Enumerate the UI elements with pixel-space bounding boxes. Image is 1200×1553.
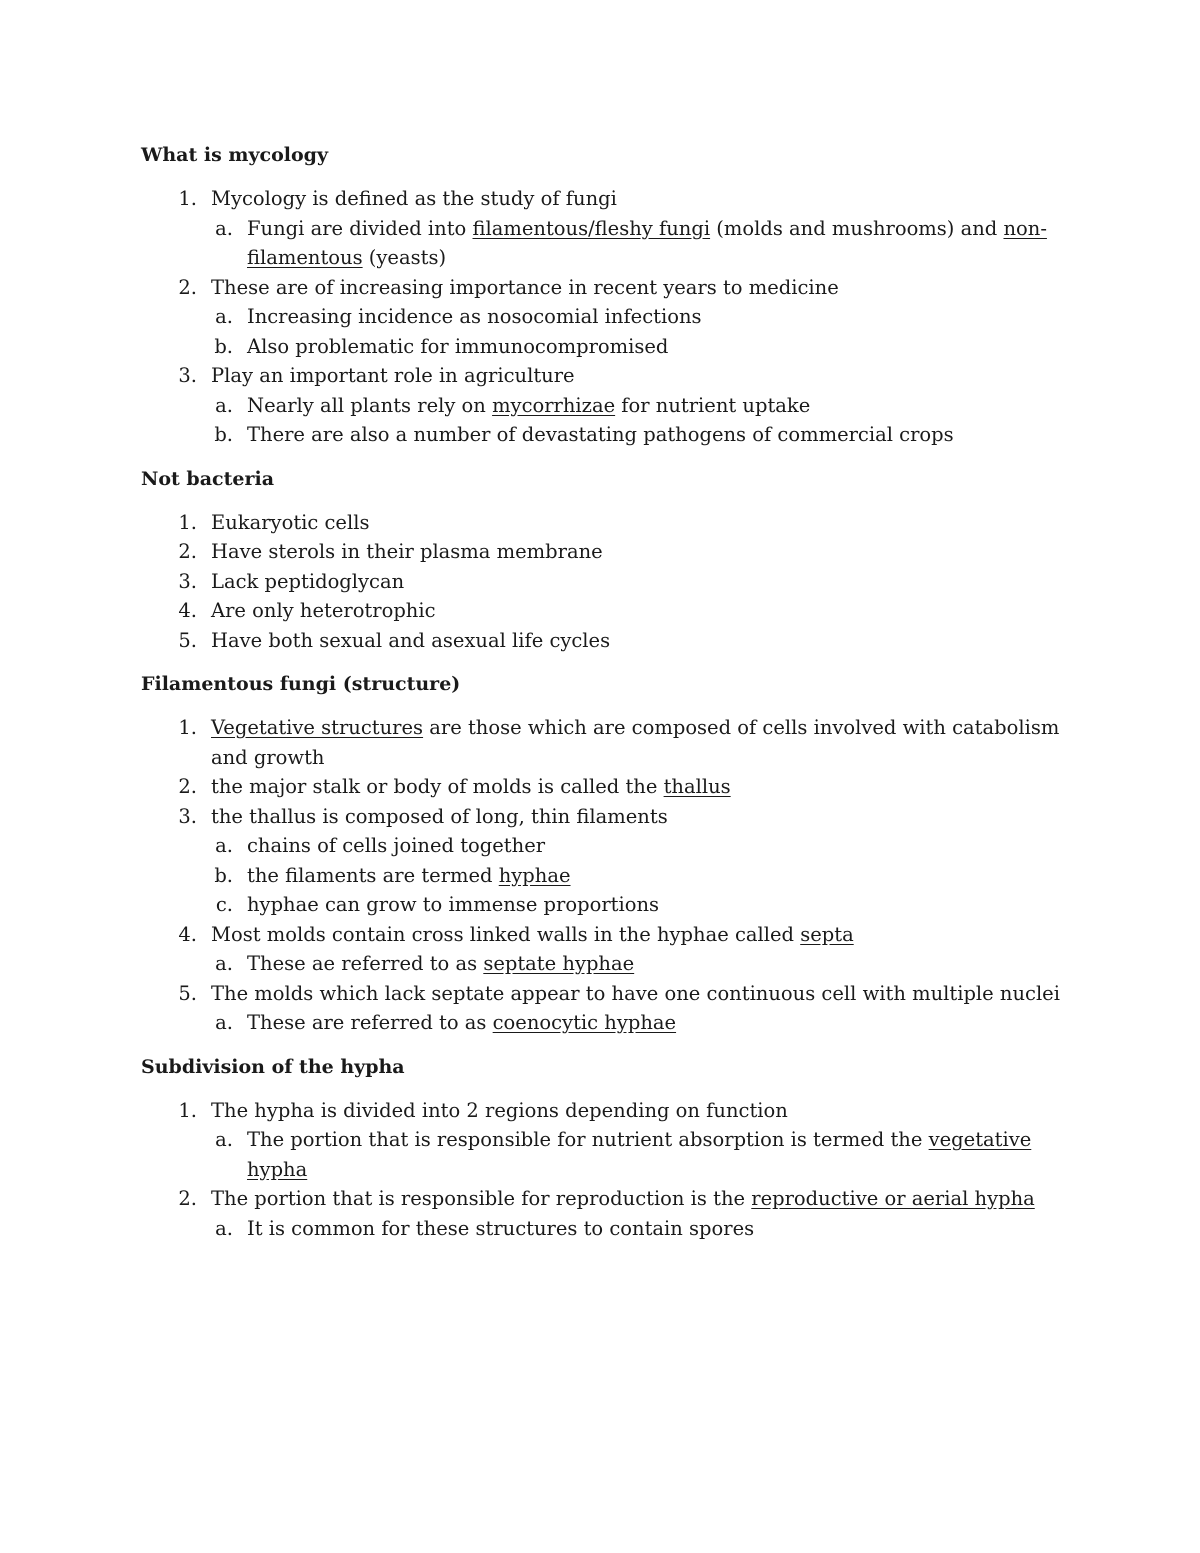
sub-list-item	[141, 949, 1071, 979]
text-run: Are only heterotrophic	[211, 599, 436, 622]
underlined-term: septate hyphae	[483, 952, 635, 975]
list-marker: 5.	[178, 628, 197, 652]
list-marker: 1.	[178, 510, 197, 534]
list-item-text	[211, 599, 436, 622]
list-item-text	[211, 982, 1060, 1005]
sub-list-item	[141, 420, 1071, 450]
sub-list-item	[141, 332, 1071, 362]
underlined-term: septa	[800, 922, 854, 946]
list-item	[141, 979, 1071, 1009]
underlined-term: hyphae	[498, 863, 571, 887]
list-item-text	[247, 423, 954, 446]
sub-list-item	[141, 302, 1071, 332]
list-marker: a.	[215, 834, 233, 857]
section-heading: Subdivision of the hypha	[141, 1055, 405, 1078]
section-heading: Filamentous fungi (structure)	[141, 673, 461, 695]
list-item	[141, 361, 1071, 391]
sub-list-item	[141, 831, 1071, 861]
section	[141, 669, 1071, 1038]
list-marker: 2.	[178, 775, 197, 798]
list-marker: 2.	[178, 540, 197, 563]
sub-list-item	[141, 391, 1071, 421]
list-item	[141, 273, 1071, 303]
sub-list-item	[141, 1008, 1071, 1038]
list-item-text	[247, 1128, 1031, 1181]
list-item-text	[247, 217, 1047, 270]
text-run: The hypha is divided into 2 regions depending on function	[211, 1098, 788, 1122]
document-page	[141, 140, 1071, 1257]
list-item-text	[211, 540, 603, 563]
list-item-text	[247, 893, 659, 916]
list-item-text	[247, 394, 810, 417]
list-marker: a.	[215, 393, 233, 417]
text-run: Play an important role in agriculture	[211, 364, 575, 387]
list-item-text	[211, 511, 369, 534]
list-marker: 1.	[178, 1098, 197, 1122]
list-item-text	[211, 364, 575, 387]
text-run: Lack peptidoglycan	[211, 569, 405, 593]
list-item-text	[211, 187, 617, 210]
underlined-term: coenocytic hyphae	[492, 1011, 677, 1034]
list-item	[141, 1096, 1071, 1126]
list-marker: 3.	[178, 804, 197, 828]
text-run: It is common for these structures to contain spores	[247, 1216, 755, 1240]
text-run: Mycology is defined as the study of fungi	[211, 187, 617, 210]
text-run: hyphae can grow to immense proportions	[247, 893, 660, 916]
list-marker: a.	[215, 216, 233, 240]
list-item	[141, 920, 1071, 950]
text-run: These are of increasing importance in recent years to medicine	[211, 275, 839, 299]
underlined-term: thallus	[663, 775, 731, 798]
text-run: The portion that is responsible for reproduction is the	[211, 1187, 752, 1210]
list-item-text	[247, 864, 571, 887]
text-run: Also problematic for immunocompromised	[247, 334, 669, 358]
list-item-text	[247, 952, 634, 975]
list-item-text	[211, 775, 731, 798]
list-marker: 5.	[178, 981, 197, 1005]
list-item	[141, 508, 1071, 538]
text-run: are those which are composed of cells involved with catabolism and growth	[211, 716, 1060, 769]
list-marker: 3.	[178, 364, 197, 387]
list-marker: 3.	[178, 569, 197, 593]
list-marker: c.	[215, 893, 233, 916]
text-run: the filaments are termed	[247, 863, 499, 887]
text-run: Have sterols in their plasma membrane	[211, 540, 603, 563]
text-run: These ae referred to as	[247, 952, 484, 975]
list-item-text	[247, 1011, 676, 1034]
list-item	[141, 184, 1071, 214]
list-item-text	[211, 276, 839, 299]
sub-list-item	[141, 861, 1071, 891]
list-item-text	[211, 716, 1059, 769]
text-run: (yeasts)	[362, 246, 447, 269]
list-marker: 1.	[178, 187, 197, 210]
section	[141, 140, 1071, 450]
list-item-text	[247, 305, 702, 328]
sub-list-item	[141, 1214, 1071, 1244]
list-item-text	[247, 1217, 754, 1240]
section-heading: Not bacteria	[141, 467, 274, 490]
text-run: These are referred to as	[247, 1011, 493, 1034]
underlined-term: Vegetative structures	[211, 716, 424, 739]
list-marker: 1.	[178, 716, 197, 739]
list-marker: a.	[215, 1216, 233, 1240]
list-marker: a.	[215, 952, 233, 975]
text-run: the thallus is composed of long, thin filaments	[211, 804, 668, 828]
list-item-text	[211, 923, 854, 946]
text-run: The molds which lack septate appear to have one continuous cell with multiple nuclei	[211, 981, 1060, 1005]
section	[141, 1052, 1071, 1244]
text-run: the major stalk or body of molds is called the	[211, 775, 664, 798]
sub-list-item	[141, 890, 1071, 920]
list-item	[141, 713, 1071, 772]
sub-list-item	[141, 214, 1071, 273]
list-item	[141, 596, 1071, 626]
text-run: Increasing incidence as nosocomial infections	[247, 305, 702, 328]
sub-list-item	[141, 1125, 1071, 1184]
list-marker: b.	[214, 334, 233, 358]
list-item	[141, 802, 1071, 832]
underlined-term: reproductive or aerial hypha	[751, 1187, 1035, 1210]
list-item-text	[211, 570, 404, 593]
list-item-text	[247, 335, 668, 358]
list-marker: 4.	[178, 922, 197, 946]
list-item-text	[211, 1187, 1035, 1210]
list-item	[141, 772, 1071, 802]
text-run: chains of cells joined together	[247, 834, 546, 857]
text-run: The portion that is responsible for nutrient absorption is termed the	[247, 1128, 929, 1151]
text-run: Have both sexual and asexual life cycles	[211, 628, 611, 652]
underlined-term: filamentous/fleshy fungi	[472, 216, 711, 240]
list-marker: a.	[215, 305, 233, 328]
list-item-text	[211, 1099, 788, 1122]
list-marker: 4.	[178, 599, 197, 622]
section-heading: What is mycology	[141, 144, 328, 166]
list-item	[141, 1184, 1071, 1214]
list-item	[141, 567, 1071, 597]
list-item	[141, 626, 1071, 656]
text-run: Most molds contain cross linked walls in the hyphae called	[211, 922, 801, 946]
list-item-text	[211, 629, 610, 652]
list-marker: a.	[215, 1128, 233, 1151]
text-run: Fungi are divided into	[247, 216, 473, 240]
text-run: (molds and mushrooms) and	[710, 216, 1004, 240]
list-item-text	[247, 834, 545, 857]
text-run: Nearly all plants rely on	[247, 393, 493, 417]
underlined-term: non-filamentous	[247, 216, 1047, 269]
underlined-term: mycorrhizae	[492, 393, 616, 417]
text-run: for nutrient uptake	[615, 393, 811, 417]
list-item-text	[211, 805, 668, 828]
list-marker: 2.	[178, 1187, 197, 1210]
list-marker: 2.	[178, 275, 197, 299]
list-item	[141, 537, 1071, 567]
list-marker: b.	[214, 863, 233, 887]
underlined-term: vegetative hypha	[247, 1128, 1032, 1181]
text-run: Eukaryotic cells	[211, 510, 370, 534]
list-marker: b.	[214, 423, 233, 446]
section	[141, 464, 1071, 656]
list-marker: a.	[215, 1011, 233, 1034]
text-run: There are also a number of devastating pathogens of commercial crops	[247, 423, 954, 446]
